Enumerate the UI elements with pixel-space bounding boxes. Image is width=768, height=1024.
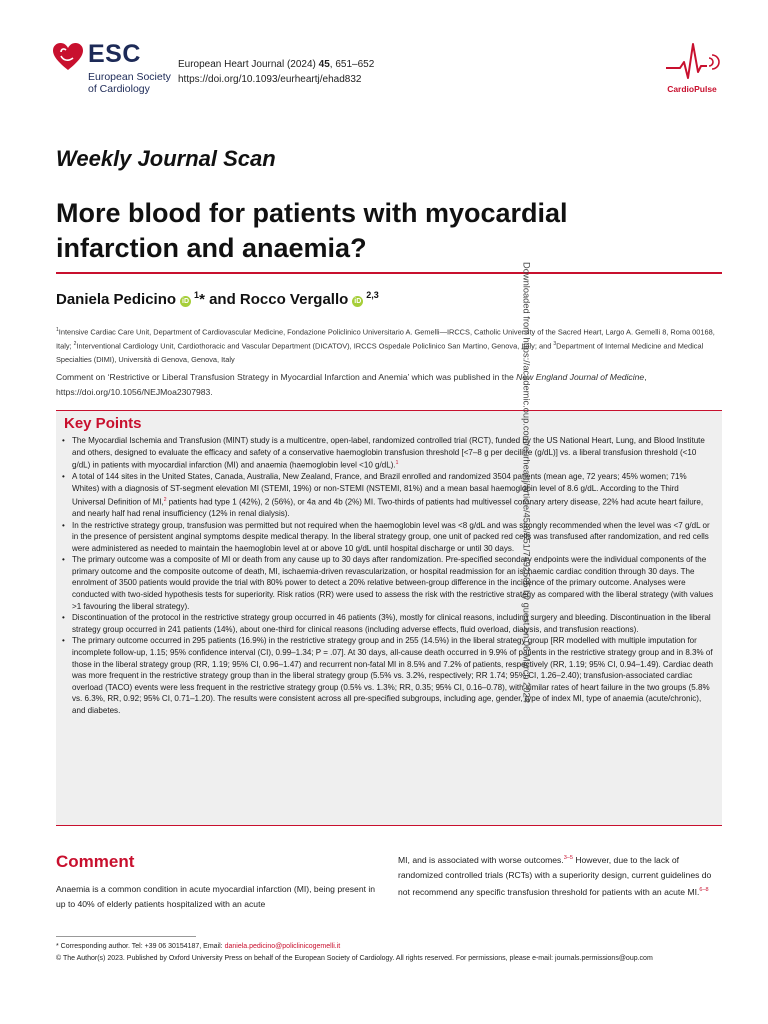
download-notice: Downloaded from https://academic.oup.com/eurheartj/article/45/8/651/7492505 by guest on 06 March 2024	[521, 262, 532, 703]
section-label: Weekly Journal Scan	[56, 146, 276, 171]
journal-citation	[178, 57, 374, 87]
esc-wordmark: ESC	[88, 40, 141, 68]
key-point-text: The Myocardial Ischemia and Transfusion (MINT) study is a multicentre, open-label, randomized controlled trial (RCT), funded by the US National Heart, Lung, and Blood Institute and others, designed to evaluate the efficacy and safety of a conservative haemoglobin transfusion threshold [<7–8 g per decilitre (g/dL)] vs. a liberal transfusion threshold (<10 g/dL) in patients with myocardial infarction (MI) and anaemia (haemoglobin level <10 g/dL).	[72, 436, 705, 470]
author-affiliation-ref: 2,3	[366, 290, 379, 300]
footnote-divider	[56, 936, 196, 937]
key-point-text: Discontinuation of the protocol in the restrictive strategy group occurred in 46 patients (3%), mostly for clinical reasons, including surgery and bleeding. Discontinuation in the liberal strategy group occurred in 241 patients (14%), about one-third for clinical reasons (including adverse effects, fluid overload, dialysis, and transfusion reactions).	[72, 613, 711, 634]
comment-on-doi-link[interactable]: , https://doi.org/10.1056/NEJMoa2307983.	[56, 372, 647, 397]
key-point-item	[62, 612, 714, 635]
affiliation-number: 2	[73, 341, 77, 348]
key-point-text: A total of 144 sites in the United States, Canada, Australia, New Zealand, France, and Brazil enrolled and randomized 3504 patients (mean age, 72 years; 45% women; 71% Whites) with a diagnosis of ST-segment elevation MI (STEMI, 19%) or non-STEMI (NSTEMI, 81%) and a mean basal haemoglobin level of 8.6 g/dL. According to the Third Universal Definition of MI,	[72, 472, 687, 507]
citation-link[interactable]: 6–8	[699, 886, 709, 893]
author-name[interactable]: Daniela Pedicino	[56, 291, 177, 308]
author-list	[56, 290, 379, 308]
esc-logo	[52, 40, 172, 96]
author-joiner: and	[204, 291, 240, 308]
key-point-text: The primary outcome occurred in 295 patients (16.9%) in the restrictive strategy group and in 255 (14.5%) in the liberal strategy group [RR modelled with multiple imputation for incomplete follow-up, 1.15; 95% confidence interval (CI), 0.99–1.34; P = .07]. At 30 days, all-cause death occurred in 9.9% of patients in the restrictive strategy group and in 8.3% of those in the liberal strategy group (RR, 1.19; 95% CI, 0.96–1.47) and recurrent non-fatal MI in 8.5% and 7.2% of patients, respectively (RR, 1.19; 95% CI, 0.94–1.49). Cardiac death was more frequent in the restrictive strategy group than in the liberal strategy group (5.5% vs. 3.2%, respectively; RR 1.74; 95% CI, 1.26–2.40); transfusion-associated cardiac overload (TACO) events were less frequent in the restrictive strategy group (0.5% vs. 1.3%; RR, 0.35; 95% CI, 0.16–0.78), with similar rates of heart failure in the two groups (5.8% vs. 6.3%, RR, 0.92; 95% CI, 0.71–1.20). The results were consistent across all pre-specified subgroups, including age, gender, type of index MI, type of anaemia (acute/chronic), and diabetes.	[72, 636, 713, 715]
comment-heading: Comment	[56, 852, 135, 871]
journal-doi-link[interactable]: https://doi.org/10.1093/eurheartj/ehad832	[178, 74, 362, 85]
cardiopulse-logo	[660, 40, 724, 100]
cardiopulse-label: CardioPulse	[667, 84, 717, 94]
key-point-item	[62, 635, 714, 716]
key-point-item	[62, 554, 714, 612]
email-link[interactable]: daniela.pedicino@policlinicogemelli.it	[224, 943, 341, 950]
key-point-text: patients had type 1 (42%), 2 (56%), or 4a and 4b (2%) MI. Two-thirds of patients had multivessel coronary artery disease, 22% had acute heart failure, and nearly half had renal insufficiency (12% in renal dialysis).	[72, 497, 704, 518]
orcid-icon[interactable]: iD	[182, 298, 190, 305]
key-point-text: The primary outcome was a composite of MI or death from any cause up to 30 days after randomization. Pre-specified secondary endpoints were the individual components of the primary outcome and the composite outcome of death, MI, ischaemia-driven revascularization, or hospital readmission for an ischaemic cardiac condition through 30 days. The enrolment of 3500 patients would provide the trial with 80% power to detect a 20% relative between-group difference in the incidence of the primary outcome. Analyses were conducted with two-sided hypothesis tests for superiority. Risk ratios (RR) were used to assess the risk with the restrictive strategy as compared with the liberal strategy (with values >1 favouring the liberal strategy).	[72, 555, 714, 611]
title-divider	[56, 272, 722, 274]
comment-column-left: Anaemia is a common condition in acute myocardial infarction (MI), being present in up to 40% of elderly patients hospitalized with an acute	[56, 884, 376, 909]
comment-on-text: Comment on ‘Restrictive or Liberal Transfusion Strategy in Myocardial Infarction and Anemia’ which was published in the	[56, 372, 517, 382]
esc-heart-icon	[52, 42, 84, 72]
copyright-notice: © The Author(s) 2023. Published by Oxford University Press on behalf of the European Society of Cardiology. All rights reserved. For permissions, please e-mail: journals.permissions@oup.com	[56, 955, 653, 962]
esc-society-line1: European Society	[88, 71, 171, 83]
comment-on-note	[56, 370, 722, 400]
affiliation-number: 1	[56, 327, 59, 333]
journal-volume: 45	[318, 59, 330, 70]
journal-pages: , 651–652	[329, 59, 375, 70]
comment-column-right	[398, 851, 722, 900]
affiliation-text: Interventional Cardiology Unit, Cardiothoracic and Vascular Department (DICATOV), IRCCS Ospedale Policlinico San Martino, Genova, Italy; and	[76, 341, 554, 351]
author-affiliation-ref: 1	[194, 290, 200, 300]
affiliations	[56, 324, 720, 366]
corresponding-mark: *	[199, 291, 205, 308]
key-point-item	[62, 471, 714, 519]
citation-link[interactable]: 2	[163, 496, 167, 503]
comment-on-journal: New England Journal of Medicine	[516, 372, 645, 382]
esc-society-line2: of Cardiology	[88, 83, 150, 95]
corresponding-author-note	[56, 941, 340, 953]
journal-name: European Heart Journal (2024)	[178, 59, 319, 70]
pulse-wave-icon	[660, 40, 724, 84]
corresponding-text: * Corresponding author. Tel: +39 06 30154187, Email:	[56, 943, 225, 950]
author-name[interactable]: Rocco Vergallo	[239, 291, 349, 308]
comment-text: However, due to the lack of randomized controlled trials (RCTs) with a superiority design, current guidelines do not recommend any specific transfusion threshold for patients with an acute MI.	[398, 854, 712, 897]
key-points-title: Key Points	[64, 415, 142, 432]
orcid-icon[interactable]: iD	[354, 298, 362, 305]
key-points-list	[62, 435, 714, 717]
key-point-item	[62, 520, 714, 555]
journal-reference	[178, 57, 374, 72]
affiliation-text: Department of Internal Medicine and Medical Specialties (DIMI), Università di Genova, Genova, Italy	[56, 341, 704, 364]
citation-link[interactable]: 3–5	[563, 855, 573, 861]
key-point-item	[62, 435, 714, 471]
affiliation-text: Intensive Cardiac Care Unit, Department of Cardiovascular Medicine, Fondazione Policlinico Universitario A. Gemelli—IRCCS, Catholic University of the Sacred Heart, Largo A. Gemelli 8, Roma 00168, Italy;	[56, 327, 715, 351]
key-point-text: In the restrictive strategy group, transfusion was permitted but not required when the haemoglobin level was <8 g/dL and was strongly recommended when the level was <7 g/dL or in the presence of persistent anginal symptoms despite medical therapy. In the liberal strategy group, one unit of packed red cells was transfused after randomization, and red cells were administered as needed to maintain the haemoglobin level at or above 10 g/dL until hospital discharge or until 30 days.	[72, 520, 710, 553]
citation-link[interactable]: 1	[395, 460, 399, 467]
affiliation-number: 3	[553, 341, 557, 348]
esc-society-name	[88, 71, 171, 95]
article-title: More blood for patients with myocardial infarction and anaemia?	[56, 198, 568, 263]
comment-text: MI, and is associated with worse outcomes.	[398, 854, 564, 865]
key-points-box	[56, 410, 722, 826]
